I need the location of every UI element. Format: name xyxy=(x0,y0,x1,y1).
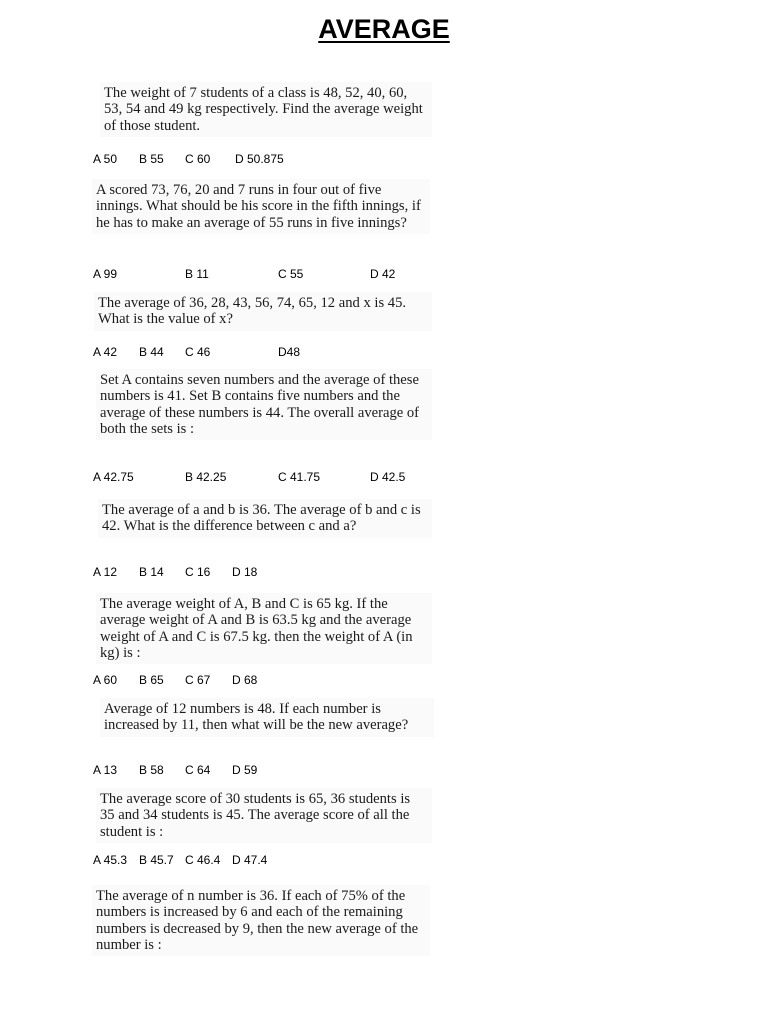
option-c[interactable]: C 16 xyxy=(185,565,211,579)
question-3-text: The average of 36, 28, 43, 56, 74, 65, 12 and x is 45. What is the value of x? xyxy=(94,292,432,331)
option-b[interactable]: B 65 xyxy=(139,673,164,687)
page-title: AVERAGE xyxy=(318,14,450,44)
question-9-text: The average of n number is 36. If each of 75% of the numbers is increased by 6 and each of the remaining numbers is decreased by 9, then the new average of the number is : xyxy=(92,885,430,956)
option-d[interactable]: D 18 xyxy=(232,565,258,579)
question-2-text: A scored 73, 76, 20 and 7 runs in four out of five innings. What should be his score in the fifth innings, if he has to make an average of 55 runs in five innings? xyxy=(92,179,430,234)
question-8-text: The average score of 30 students is 65, 36 students is 35 and 34 students is 45. The average score of all the student is : xyxy=(96,788,432,843)
question-5-text: The average of a and b is 36. The average of b and c is 42. What is the difference between c and a? xyxy=(98,499,432,538)
option-a[interactable]: A 12 xyxy=(93,565,118,579)
option-c[interactable]: C 46.4 xyxy=(185,853,221,867)
option-d[interactable]: D 42 xyxy=(370,267,396,281)
option-b[interactable]: B 11 xyxy=(185,267,209,281)
option-b[interactable]: B 44 xyxy=(139,345,164,359)
option-d[interactable]: D 59 xyxy=(232,763,258,777)
option-c[interactable]: C 64 xyxy=(185,763,211,777)
option-c[interactable]: C 41.75 xyxy=(278,470,321,484)
option-b[interactable]: B 45.7 xyxy=(139,853,174,867)
option-a[interactable]: A 42 xyxy=(93,345,118,359)
question-7-text: Average of 12 numbers is 48. If each number is increased by 11, then what will be the new average? xyxy=(100,698,434,737)
option-a[interactable]: A 99 xyxy=(93,267,118,281)
option-d[interactable]: D48 xyxy=(278,345,301,359)
question-4-text: Set A contains seven numbers and the average of these numbers is 41. Set B contains five numbers and the average of these numbers is 44. The overall average of both the sets is : xyxy=(96,369,432,440)
option-b[interactable]: B 42.25 xyxy=(185,470,227,484)
option-b[interactable]: B 14 xyxy=(139,565,164,579)
option-d[interactable]: D 68 xyxy=(232,673,258,687)
option-d[interactable]: D 42.5 xyxy=(370,470,406,484)
option-d[interactable]: D 50.875 xyxy=(235,152,284,166)
option-a[interactable]: A 42.75 xyxy=(93,470,134,484)
option-c[interactable]: C 67 xyxy=(185,673,211,687)
option-c[interactable]: C 55 xyxy=(278,267,304,281)
option-a[interactable]: A 45.3 xyxy=(93,853,128,867)
option-b[interactable]: B 58 xyxy=(139,763,164,777)
option-b[interactable]: B 55 xyxy=(139,152,164,166)
question-6-text: The average weight of A, B and C is 65 kg. If the average weight of A and B is 63.5 kg and the average weight of A and C is 67.5 kg. then the weight of A (in kg) is : xyxy=(96,593,432,664)
option-a[interactable]: A 60 xyxy=(93,673,118,687)
option-c[interactable]: C 60 xyxy=(185,152,211,166)
option-d[interactable]: D 47.4 xyxy=(232,853,268,867)
option-c[interactable]: C 46 xyxy=(185,345,211,359)
question-1-text: The weight of 7 students of a class is 48, 52, 40, 60, 53, 54 and 49 kg respectively. Find the average weight of those student. xyxy=(100,82,432,137)
option-a[interactable]: A 50 xyxy=(93,152,118,166)
option-a[interactable]: A 13 xyxy=(93,763,118,777)
